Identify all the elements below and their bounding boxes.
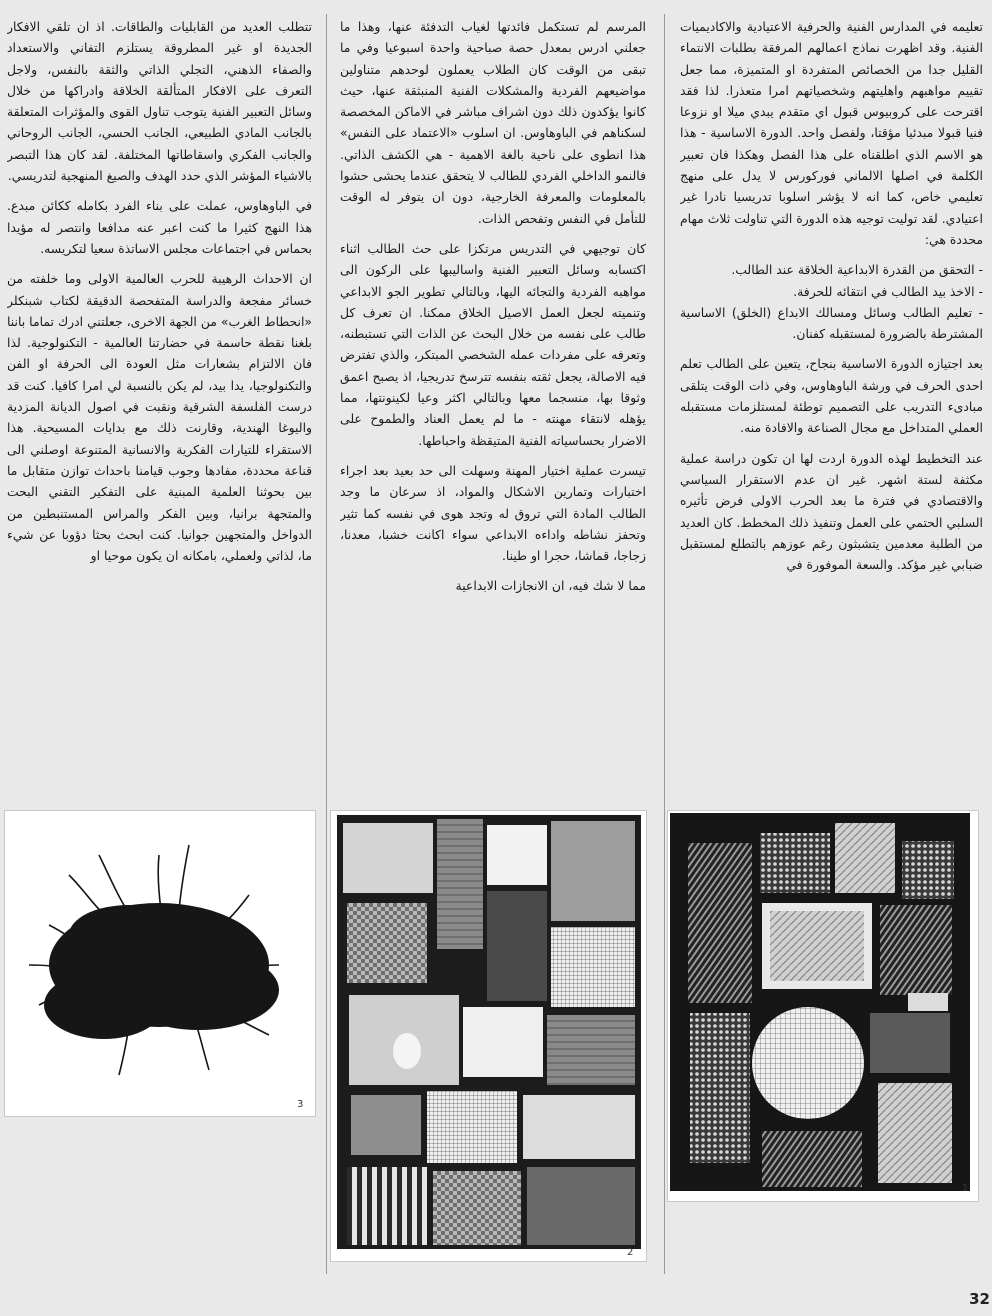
figure-caption: 2	[627, 1247, 634, 1258]
figure-2	[330, 810, 647, 1262]
figure-caption: 1	[962, 1183, 969, 1194]
column-divider	[326, 14, 327, 1274]
paragraph: عند التخطيط لهذه الدورة اردت لها ان تكون دراسة عملية مكثفة لستة اشهر. غير ان عدم الاستقرار السياسي والاقتصادي في فترة ما بعد الحرب الاولى فرض تأثيره السلبي الحتمي على العمل وتنفيذ ذلك المخطط. كان العديد من الطلبة معدمين يتشبثون رغم عوزهم بالتطلع لمستقبل ضبابي غير مؤكد. والسعة الموفورة في	[680, 450, 983, 573]
page-number: 32	[969, 1290, 990, 1308]
textured-collage-artwork-icon	[670, 813, 970, 1191]
paragraph: تعليمه في المدارس الفنية والحرفية الاعتيادية والاكاديميات الفنية. وقد اظهرت نماذج اعمالهم المرفقة بطلبات الانتماء القليل جدا من الخصائص المتفردة او المتميزة، مما جعل تقييم مواهبهم واهليتهم وشخصياتهم امرا متعذرا. لذا فقد اقترحت على كروبيوس قبول اي متقدم يبدي ميلا او نزوعا فنيا قبولا مبدئيا مؤقتا، ولفصل واحد. الدورة الاساسية - هذا هو الاسم الذي اطلقناه على هذا الفصل وهكذا فان تعبير الكلمة في اصلها الالماني فوركورس لا يدل على منهج تعليمي خاص، كما انه لا يؤشر اسلوبا تدريسيا نادرا غير اعتيادي. لقد توليت توجيه هذه الدورة التي تناولت ثلاث مهام محددة هي:	[680, 19, 983, 247]
paragraph: المرسم لم تستكمل فائدتها لغياب التدفئة عنها، وهذا ما جعلني ادرس بمعدل حصة صباحية واحدة اسبوعيا وفي ما تبقى من الوقت كان الطلاب يعملون لوحدهم متناولين مواضيعهم الفردية والمشكلات الفنية المنبثقة عنها، حيث كانوا يؤكدون ذلك دون اشراف مباشر في الاماكن المخصصة لسكناهم في الباوهاوس. ان اسلوب «الاعتماد على النفس» هذا انطوى على ناحية بالغة الاهمية - هي الكشف الذاتي. فالنمو الداخلي الفردي للطالب لا يتحقق عندما يحشى حشوا بالمعلومات والمعرفة الخارجية، دون ان يتوفر له الوقت للتأمل في النفس وتفحص الذات.	[340, 19, 646, 226]
paragraph: تتطلب العديد من القابليات والطاقات. اذ ان تلقي الافكار الجديدة او غير المطروقة يستلزم التفاني والاستعداد والصفاء الذهني، التجلي الذاتي والثقة بالنفس، ولاجل التعرف على الافكار المتألقة الخلاقة وادراكها من خلال وسائل التعبير الفنية يتوجب تناول القوى والمؤثرات المتعلقة بالجانب المادي الطبيعي، الجانب الحسي، الجانب الروحاني والجانب الفكري واسقاطاتها المختلفة. لقد كان هذا التبصر بالاشياء المؤشر الذي حدد الهدف والصيغ المنهجية لتدريسي.	[7, 19, 312, 184]
paragraph: في الباوهاوس، عملت على بناء الفرد بكامله ككائن مبدع. هذا النهج كثيرا ما كنت اعبر عنه مدافعا وانتصر له مؤيدا بحماس في اجتماعات مجلس الاساتذة سعيا لتكريسه.	[7, 198, 312, 256]
column-divider	[664, 14, 665, 1274]
figure-1	[667, 810, 979, 1202]
material-study-collage-artwork-icon	[337, 815, 641, 1249]
figure-3	[4, 810, 316, 1117]
text-column-left	[7, 16, 312, 796]
figure-caption: 3	[297, 1099, 304, 1110]
text-column-middle	[340, 16, 646, 796]
list-item: - التحقق من القدرة الابداعية الخلاقة عند الطالب.	[731, 262, 983, 278]
fibrous-ink-artwork-icon	[9, 815, 309, 1101]
paragraph: كان توجيهي في التدريس مرتكزا على حث الطالب اثناء اكتسابه وسائل التعبير الفنية واساليبها على الركون الى مواهبه الفردية والتجائه اليها، وبالتالي تطوير الجو الابداعي وتنميته لجعل العمل الاصيل الخلاق ممكنا. ان تعرف كل طالب على نفسه من خلال البحث عن الذات التي تستبطنه، وتعرفه على مفردات عمله الشخصي المبتكر، والذي تفترض فيه الاصالة، يجعل ثقته بنفسه تترسخ تدريجيا، اذ يصبح اعمق وثوقا بها، منسجما معها وبالتالي اكثر وعيا لكينونتها، مما يؤهله لانتقاء مهنته - ما لم يعمل العناد والطموح على الاضرار بحساسياته الفنية المتيقظة واحباطها.	[340, 240, 646, 448]
list-item: - الاخذ بيد الطالب في انتقائه للحرفة.	[793, 283, 983, 299]
paragraph: مما لا شك فيه، ان الانجازات الابداعية	[455, 578, 646, 594]
list-item: - تعليم الطالب وسائل ومسالك الابداع (الخلق) الاساسية المشترطة بالضرورة لمستقبله كفنان.	[680, 304, 983, 342]
paragraph: بعد اجتيازه الدورة الاساسية بنجاح، يتعين على الطالب تعلم احدى الحرف في ورشة الباوهاوس، وفي ذات الوقت يتلقى مبادىء التدريب على التصميم توطئة لمستلزمات مستقبله العملي المتداخل مع مجال الصناعة والافادة منه.	[680, 356, 983, 436]
paragraph: ان الاحداث الرهيبة للحرب العالمية الاولى وما خلفته من خسائر مفجعة والدراسة المتفحصة الدقيقة لكتاب شبنكلر «انحطاط الغرب» من الجهة الاخرى، جعلتني ادرك تماما باننا بلغنا نقطة حاسمة في حضارتنا العالمية - التكنولوجية. لذا فان الالتزام بشعارات مثل العودة الى الحرفة او الفن والتكنولوجيا، يدا بيد، لم يكن بالنسبة لي امرا كافيا. كنت قد درست الفلسفة الشرقية ونقبت في اصول الديانة المزدية واليوغا الهندية، وقارنت ذلك مع بدايات المسيحية. هذا الاستقراء للتيارات الفكرية والانسانية المتنوعة اوصلني الى قناعة محددة، مفادها وجوب قيامنا باحداث توازن متقابل ما بين بحوثنا العلمية المبنية على التفكير التقني البحت والمتجهة برانيا، وبين الفكر والمراس المستنبطين من الدواخل والمتجهين جوانيا. كنت ابحث بحثا دؤوبا عن شيء ما، لذاتي ولعملي، بامكانه ان يكون موحيا او	[7, 271, 312, 564]
paragraph: تيسرت عملية اختيار المهنة وسهلت الى حد بعيد بعد اجراء اختبارات وتمارين الاشكال والمواد، اذ سرعان ما وجد الطالب المادة التي تروق له وتجد هوى في نفسه كما تثير وتحفز نشاطه واداءه الابداعي سواء اكانت خشبا، معدنا، زجاجا، قماشا، حجرا او طينا.	[340, 462, 646, 564]
text-column-right	[680, 16, 983, 796]
